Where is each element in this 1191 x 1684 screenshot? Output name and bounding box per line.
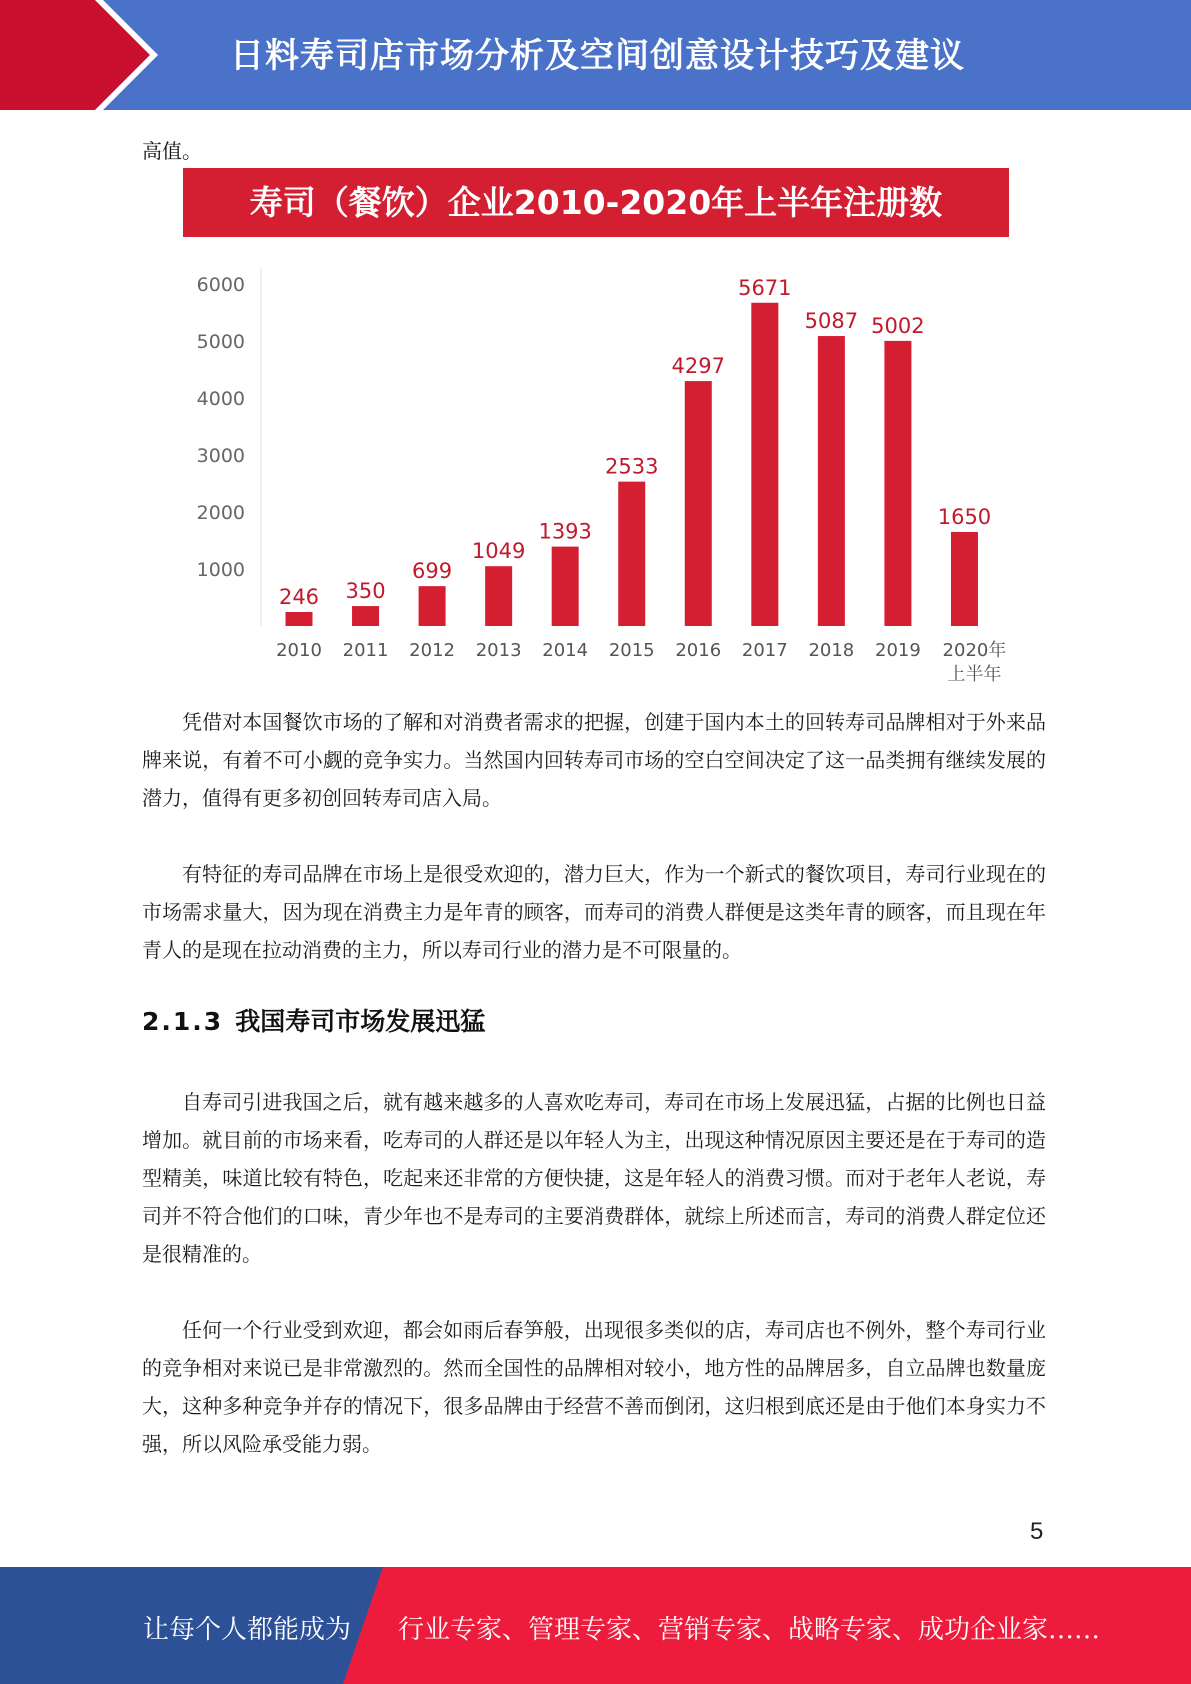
body-paragraph-group-bottom	[142, 1083, 1046, 1463]
x-tick-label: 2016	[675, 640, 722, 661]
paragraph: 有特征的寿司品牌在市场上是很受欢迎的，潜力巨大，作为一个新式的餐饮项目，寿司行业现在的市场需求量大，因为现在消费主力是年青的顾客，而寿司的消费人群便是这类年青的顾客，而且现在年青人的是现在拉动消费的主力，所以寿司行业的潜力是不可限量的。	[142, 862, 1046, 962]
y-tick-label: 6000	[196, 274, 245, 296]
bar	[552, 547, 579, 626]
x-tick-label: 2011	[342, 640, 389, 661]
y-tick-label: 1000	[196, 559, 245, 581]
x-tick-label: 2018	[808, 640, 855, 661]
bar	[485, 566, 512, 626]
x-tick-label: 上半年	[947, 664, 1002, 685]
bar	[618, 482, 645, 626]
footer-slogan-left: 让每个人都能成为	[143, 1615, 352, 1645]
x-tick-label: 2019	[875, 640, 921, 661]
bar	[751, 303, 778, 626]
x-tick-label: 2015	[608, 640, 655, 661]
x-tick-label: 2010	[276, 640, 322, 661]
footer-slogan-right: 行业专家、管理专家、营销专家、战略专家、成功企业家……	[398, 1615, 1101, 1645]
data-label: 1049	[471, 539, 526, 564]
bar	[951, 532, 978, 626]
paragraph: 凭借对本国餐饮市场的了解和对消费者需求的把握，创建于国内本土的回转寿司品牌相对于外来品牌来说，有着不可小觑的竞争实力。当然国内回转寿司市场的空白空间决定了这一品类拥有继续发展的潜力，值得有更多初创回转寿司店入局。	[142, 710, 1046, 810]
chart-title-banner	[183, 168, 1009, 237]
x-tick-label: 2014	[542, 640, 589, 661]
data-label: 1650	[937, 504, 992, 529]
bar	[419, 586, 446, 626]
section-title: 我国寿司市场发展迅猛	[235, 1007, 486, 1036]
x-tick-label: 2020年	[942, 640, 1007, 661]
data-label: 699	[412, 559, 453, 584]
x-tick-label: 2013	[475, 640, 522, 661]
page-footer	[0, 1567, 1191, 1684]
x-tick-label: 2017	[741, 640, 788, 661]
data-label: 5087	[804, 309, 859, 334]
y-tick-label: 5000	[196, 331, 245, 353]
lead-text: 高值。	[142, 139, 202, 163]
data-label: 246	[278, 584, 320, 609]
data-label: 1393	[538, 519, 592, 544]
data-label: 350	[345, 579, 386, 604]
data-label: 5671	[738, 275, 792, 300]
chart-title: 寿司（餐饮）企业2010-2020年上半年注册数	[249, 183, 943, 222]
x-tick-label: 2012	[409, 640, 455, 661]
page-number: 5	[1030, 1518, 1044, 1545]
y-tick-label: 2000	[196, 502, 245, 524]
section-number: 2.1.3	[142, 1007, 224, 1036]
data-label: 5002	[871, 313, 925, 338]
data-label: 2533	[605, 454, 659, 479]
document-title: 日料寿司店市场分析及空间创意设计技巧及建议	[230, 36, 965, 76]
paragraph: 自寿司引进我国之后，就有越来越多的人喜欢吃寿司，寿司在市场上发展迅猛，占据的比例也日益增加。就目前的市场来看，吃寿司的人群还是以年轻人为主，出现这种情况原因主要还是在于寿司的造型精美，味道比较有特色，吃起来还非常的方便快捷，这是年轻人的消费习惯。而对于老年人老说，寿司并不符合他们的口味，青少年也不是寿司的主要消费群体，就综上所述而言，寿司的消费人群定位还是很精准的。	[142, 1090, 1046, 1266]
bar	[352, 606, 379, 626]
y-tick-label: 4000	[196, 388, 245, 410]
bar	[685, 381, 712, 626]
paragraph: 任何一个行业受到欢迎，都会如雨后春笋般，出现很多类似的店，寿司店也不例外，整个寿司行业的竞争相对来说已是非常激烈的。然而全国性的品牌相对较小，地方性的品牌居多，自立品牌也数量庞大，这种多种竞争并存的情况下，很多品牌由于经营不善而倒闭，这归根到底还是由于他们本身实力不强，所以风险承受能力弱。	[142, 1318, 1046, 1456]
bar	[818, 336, 845, 626]
y-tick-label: 3000	[196, 445, 245, 467]
bar	[286, 612, 313, 626]
page-header	[0, 0, 1191, 110]
section-heading	[142, 1002, 485, 1038]
body-paragraph-group-top	[142, 703, 1046, 969]
data-label: 4297	[671, 354, 725, 379]
bar-chart	[183, 250, 1009, 690]
bar	[884, 341, 911, 626]
